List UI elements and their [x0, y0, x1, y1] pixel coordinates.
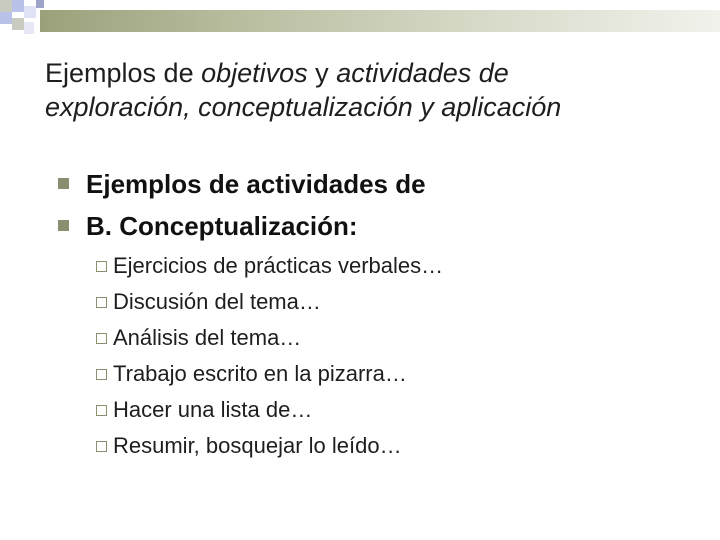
deco-square [12, 18, 24, 30]
square-bullet-icon [58, 178, 69, 189]
bullet-level2 [96, 325, 301, 351]
deco-square [24, 22, 34, 34]
hollow-square-bullet-icon [96, 405, 107, 416]
hollow-square-bullet-icon [96, 333, 107, 344]
title-part-italic: actividades de [336, 58, 509, 88]
hollow-square-bullet-icon [96, 297, 107, 308]
slide-title [45, 56, 695, 124]
bullet-text: Ejemplos de actividades de [86, 169, 426, 199]
bullet-level2 [96, 289, 321, 315]
header-gradient-bar [40, 10, 720, 32]
hollow-square-bullet-icon [96, 441, 107, 452]
deco-square [36, 0, 44, 8]
header-decoration [0, 0, 720, 40]
deco-square [0, 12, 12, 24]
deco-square [12, 0, 24, 12]
deco-square [0, 0, 12, 12]
bullet-text: B. Conceptualización: [86, 211, 358, 241]
bullet-text: Ejercicios de prácticas verbales… [113, 253, 444, 278]
title-part: y [307, 58, 337, 88]
bullet-level2 [96, 253, 443, 279]
square-bullet-icon [58, 220, 69, 231]
bullet-text: Resumir, bosquejar lo leído… [113, 433, 402, 458]
bullet-level2 [96, 397, 312, 423]
title-part: Ejemplos de [45, 58, 202, 88]
hollow-square-bullet-icon [96, 369, 107, 380]
bullet-text: Trabajo escrito en la pizarra… [113, 361, 407, 386]
bullet-text: Discusión del tema… [113, 289, 321, 314]
deco-square [24, 6, 36, 18]
bullet-text: Análisis del tema… [113, 325, 302, 350]
title-part-italic: objetivos [201, 58, 308, 88]
bullet-level2 [96, 433, 402, 459]
title-line-1 [45, 56, 695, 90]
bullet-level2 [96, 361, 407, 387]
bullet-text: Hacer una lista de… [113, 397, 313, 422]
hollow-square-bullet-icon [96, 261, 107, 272]
title-line-2: exploración, conceptualización y aplicación [45, 92, 562, 122]
